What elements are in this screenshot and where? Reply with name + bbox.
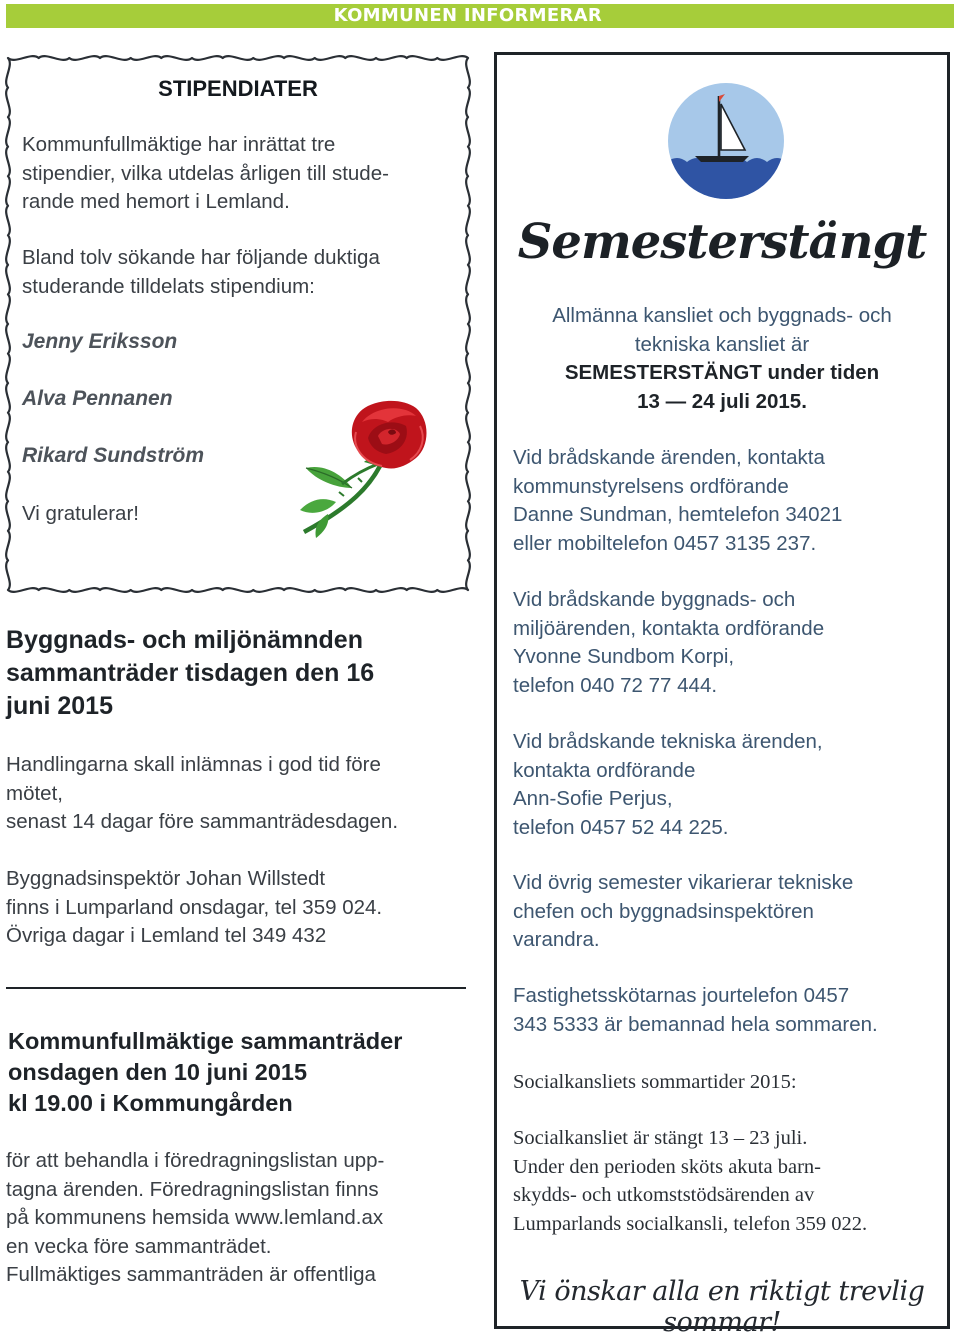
semester-intro: Allmänna kansliet och byggnads- och tekniska kansliet är <box>552 304 892 356</box>
social-text: Socialkansliet är stängt 13 – 23 juli. Under den perioden sköts akuta barn- skydds- och utkomststödsärenden av Lumparlands socialkansli, telefon 359 022. <box>513 1127 868 1235</box>
social-heading: Socialkansliets sommartider 2015: <box>513 1071 797 1093</box>
stipendiat-name: Jenny Eriksson <box>22 330 178 353</box>
semester-title: Semesterstängt <box>517 214 927 270</box>
congratulations-text: Vi gratulerar! <box>22 502 139 525</box>
stipendiater-intro: Kommunfullmäktige har inrättat tre stipendier, vilka utdelas årligen till stude- rande med hemort i Lemland. <box>22 133 389 213</box>
semester-contact-1: Vid brådskande ärenden, kontakta kommunstyrelsens ordförande Danne Sundman, hemtelefon 34021 eller mobiltelefon 0457 3135 237. <box>513 446 843 555</box>
byggnad-heading: Byggnads- och miljönämnden sammanträder tisdagen den 16 juni 2015 <box>6 626 375 720</box>
stipendiater-title: STIPENDIATER <box>158 76 318 101</box>
semester-closed-period: SEMESTERSTÄNGT under tiden 13 — 24 juli 2015. <box>564 361 880 413</box>
stipendiat-name: Alva Pennanen <box>22 387 173 410</box>
stipendiat-name: Rikard Sundström <box>22 444 205 467</box>
byggnad-docs-text: Handlingarna skall inlämnas i god tid före mötet, senast 14 dagar före sammanträdesdagen. <box>6 753 399 833</box>
semester-caretaker: Fastighetsskötarnas jourtelefon 0457 343 5333 är bemannad hela sommaren. <box>513 984 878 1036</box>
stipendiater-lead: Bland tolv sökande har följande duktiga studerande tilldelats stipendium: <box>22 246 380 298</box>
closing-greeting: Vi önskar alla en riktigt trevlig sommar! <box>519 1276 925 1338</box>
semester-contact-3: Vid brådskande tekniska ärenden, kontakta ordförande Ann-Sofie Perjus, telefon 0457 52 44 225. <box>513 730 823 839</box>
semester-substitute: Vid övrig semester vikarierar tekniske chefen och byggnadsinspektören varandra. <box>513 871 854 951</box>
semester-contact-2: Vid brådskande byggnads- och miljöärenden, kontakta ordförande Yvonne Sundbom Korpi, telefon 040 72 77 444. <box>513 588 825 697</box>
fullmaktige-body: för att behandla i föredragningslistan upp- tagna ärenden. Föredragningslistan finns på kommunens hemsida www.lemland.ax en vecka före sammanträdet. Fullmäktiges sammanträden är offentliga <box>6 1149 385 1286</box>
section-title: KOMMUNEN INFORMERAR <box>333 5 602 26</box>
red-rose-image <box>292 392 442 542</box>
sailboat-icon <box>667 82 785 200</box>
section-divider <box>6 987 466 989</box>
byggnad-inspector-text: Byggnadsinspektör Johan Willstedt finns i Lumparland onsdagar, tel 359 024. Övriga dagar i Lemland tel 349 432 <box>6 867 383 947</box>
fullmaktige-heading: Kommunfullmäktige sammanträder onsdagen den 10 juni 2015 kl 19.00 i Kommungården <box>8 1028 403 1116</box>
